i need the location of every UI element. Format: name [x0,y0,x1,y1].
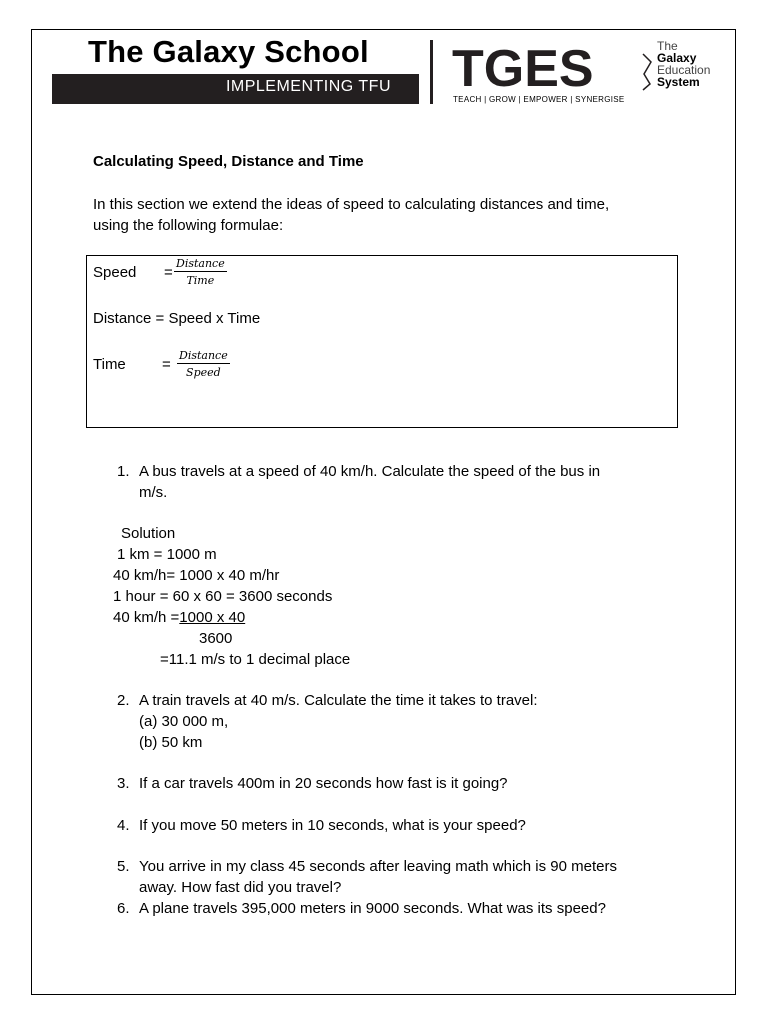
solution-line-2: 40 km/h= 1000 x 40 m/hr [113,567,280,584]
header-divider [430,40,433,104]
intro-line-2: using the following formulae: [93,217,284,234]
system-name [657,40,710,88]
q3-number: 3. [117,775,130,792]
page-border [31,29,736,995]
q1-line-1: A bus travels at a speed of 40 km/h. Calculate the speed of the bus in [139,463,601,480]
bird-icon [640,52,654,92]
tges-motto: TEACH | GROW | EMPOWER | SYNERGISE [453,95,625,104]
system-line-3: Education [657,63,711,77]
solution-line-5: 3600 [199,630,233,647]
q4-text: If you move 50 meters in 10 seconds, what is your speed? [139,817,526,834]
q2-line-1: A train travels at 40 m/s. Calculate the time it takes to travel: [139,692,538,709]
q4-number: 4. [117,817,130,834]
solution-heading: Solution [121,525,176,542]
q1-number: 1. [117,463,130,480]
solution-line-1: 1 km = 1000 m [117,546,217,563]
q5-number: 5. [117,858,130,875]
q3-text: If a car travels 400m in 20 seconds how fast is it going? [139,775,508,792]
q5-line-1: You arrive in my class 45 seconds after leaving math which is 90 meters [139,858,618,875]
system-line-1: The [657,39,678,53]
tagline: IMPLEMENTING TFU [225,78,391,95]
section-title: Calculating Speed, Distance and Time [93,153,364,170]
solution-line-3: 1 hour = 60 x 60 = 3600 seconds [113,588,333,605]
solution-line-6: =11.1 m/s to 1 decimal place [160,651,351,668]
solution-line-4-numerator: 1000 x 40 [179,609,246,626]
q6-number: 6. [117,900,130,917]
system-line-2: Galaxy [657,51,697,65]
system-line-4: System [657,75,700,89]
speed-numerator: Distance [176,257,225,270]
q2-number: 2. [117,692,130,709]
q2-part-b: (b) 50 km [139,734,203,751]
time-numerator: Distance [179,349,228,362]
tges-logo [452,38,634,92]
q5-line-2: away. How fast did you travel? [139,879,342,896]
tges-logo-text: TGES [452,40,594,92]
tagline-bar [52,74,419,104]
q2-part-a: (a) 30 000 m, [139,713,229,730]
speed-denominator: Time [186,274,215,287]
school-name: The Galaxy School [88,34,369,69]
speed-equals: = [164,264,173,281]
solution-line-4-prefix: 40 km/h = [113,609,180,626]
speed-label: Speed [93,264,137,281]
speed-fraction [174,257,227,287]
solution-line-4 [113,609,245,626]
time-equals: = [162,356,171,373]
time-label: Time [93,356,126,373]
time-denominator: Speed [186,366,221,379]
q6-text: A plane travels 395,000 meters in 9000 seconds. What was its speed? [139,900,606,917]
distance-formula: Distance = Speed x Time [93,310,261,327]
time-fraction [177,349,230,379]
q1-line-2: m/s. [139,484,168,501]
intro-line-1: In this section we extend the ideas of speed to calculating distances and time, [93,196,610,213]
